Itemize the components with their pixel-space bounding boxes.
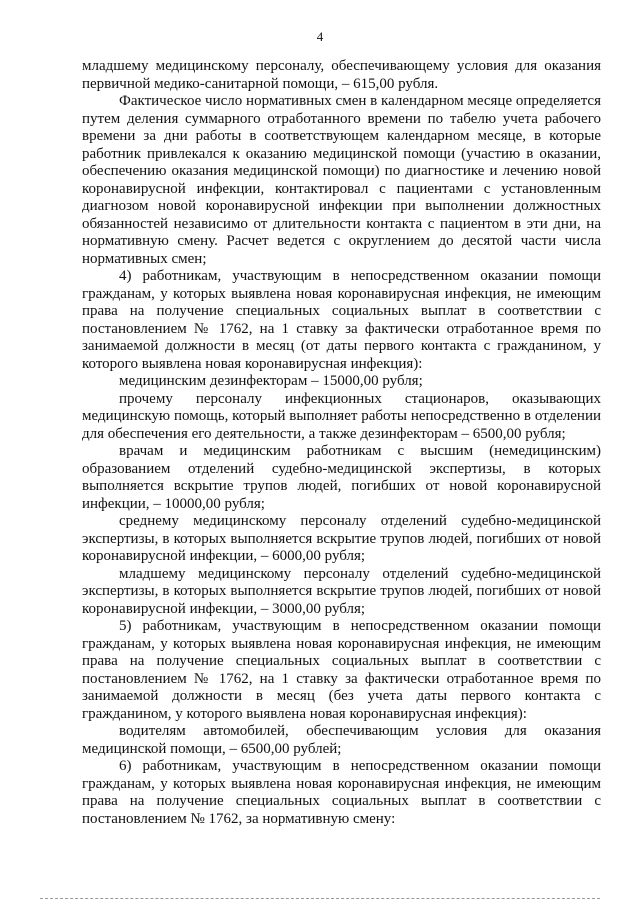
paragraph-drivers: водителям автомобилей, обеспечивающим условия для оказания медицинской помощи, – 6500,00 рублей; [82,723,601,757]
paragraph-item-4: 4) работникам, участвующим в непосредственном оказании помощи гражданам, у которых выявлена новая коронавирусная инфекция, не имеющим права на получение специальных социальных выплат в соответствии с постановлением № 1762, на 1 ставку за фактически отработанное время по занимаемой должности в месяц (от даты первого контакта с гражданином, у которого выявлена новая коронавирусная инфекция): [82,268,601,372]
paragraph-other-staff: прочему персоналу инфекционных стационаров, оказывающих медицинскую помощь, который выполняет работы непосредственно в отделении для обеспечения его деятельности, а также дезинфекторам – 6500,00 рубля; [82,390,601,442]
page-number: 4 [316,29,324,44]
document-body [82,58,601,828]
paragraph-item-6: 6) работникам, участвующим в непосредственном оказании помощи гражданам, у которых выявлена новая коронавирусная инфекция, не имеющим права на получение специальных социальных выплат в соответствии с постановлением № 1762, за нормативную смену: [82,758,601,827]
paragraph-shift-calculation: Фактическое число нормативных смен в календарном месяце определяется путем деления суммарного отработанного времени по табелю учета рабочего времени за дни работы в соответствующем календарном месяце, в которые работник привлекался к оказанию медицинской помощи (участию в оказании, обеспечению оказания медицинской помощи) по диагностике и лечению новой коронавирусной инфекции, контактировал с пациентами с установленным диагнозом новой коронавирусной инфекции при выполнении должностных обязанностей независимо от длительности контакта с пациентом в эти дни, на нормативную смену. Расчет ведется с округлением до десятой части числа нормативных смен; [82,93,601,267]
paragraph-junior-staff-forensic: младшему медицинскому персоналу отделений судебно-медицинской экспертизы, в которых выполняется вскрытие трупов людей, погибших от новой коронавирусной инфекции, – 3000,00 рубля; [82,565,601,617]
bottom-scan-edge [40,898,600,899]
paragraph-disinfectors: медицинским дезинфекторам – 15000,00 рубля; [119,373,423,389]
paragraph-item-5: 5) работникам, участвующим в непосредственном оказании помощи гражданам, у которых выявлена новая коронавирусная инфекция, не имеющим права на получение специальных социальных выплат в соответствии с постановлением № 1762, на 1 ставку за фактически отработанное время по занимаемой должности в месяц (без учета даты первого контакта с гражданином, у которого выявлена новая коронавирусная инфекция): [82,618,601,722]
paragraph-mid-staff-forensic: среднему медицинскому персоналу отделений судебно-медицинской экспертизы, в которых выполняется вскрытие трупов людей, погибших от новой коронавирусной инфекции, – 6000,00 рубля; [82,513,601,564]
paragraph-continuation: младшему медицинскому персоналу, обеспечивающему условия для оказания первичной медико-санитарной помощи, – 615,00 рубля. [82,58,601,92]
paragraph-doctors-forensic: врачам и медицинским работникам с высшим (немедицинским) образованием отделений судебно-медицинской экспертизы, в которых выполняется вскрытие трупов людей, погибших от новой коронавирусной инфекции, – 10000,00 рубля; [82,443,601,512]
